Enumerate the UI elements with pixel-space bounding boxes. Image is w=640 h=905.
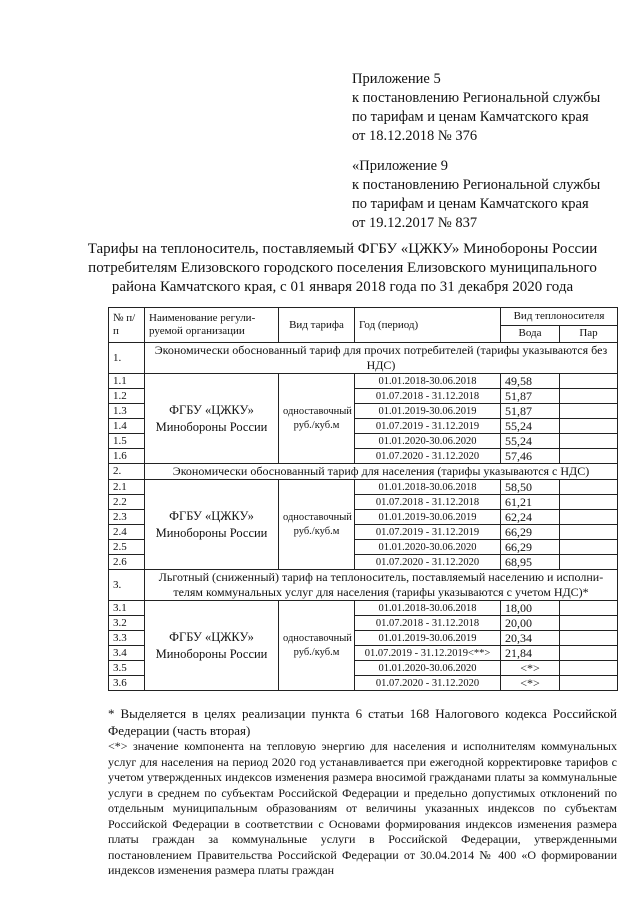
footnote-vat: * Выделяется в целях реализации пункта 6 статьи 168 Налогового кодекса Российской Федерации (часть вторая): [108, 706, 617, 738]
row-period: 01.01.2020-30.06.2020: [355, 661, 501, 676]
appendix-header: [352, 70, 600, 146]
header-line: Приложение 5: [352, 71, 441, 87]
section-row: [109, 570, 618, 601]
col-header-period: Год (период): [355, 308, 501, 343]
row-water: 57,46: [501, 449, 560, 464]
row-period: 01.01.2020-30.06.2020: [355, 434, 501, 449]
row-water: 51,87: [501, 404, 560, 419]
title-line: района Камчатского края, с 01 января 2018 года по 31 декабря 2020 года: [111, 279, 574, 295]
table-row: [109, 374, 618, 389]
row-steam: [560, 510, 618, 525]
row-water: <*>: [501, 676, 560, 691]
header-line: по тарифам и ценам Камчатского края: [352, 196, 589, 212]
row-water: 55,24: [501, 419, 560, 434]
row-period: 01.07.2018 - 31.12.2018: [355, 495, 501, 510]
row-period: 01.01.2018-30.06.2018: [355, 374, 501, 389]
tariff-kind: одноставочный руб./куб.м: [279, 480, 355, 570]
org-name: ФГБУ «ЦЖКУ» Минобороны России: [145, 374, 279, 464]
section-caption: Экономически обоснованный тариф для населения (тарифы указываются с НДС): [145, 464, 618, 480]
tariff-kind: одноставочный руб./куб.м: [279, 374, 355, 464]
row-water: 49,58: [501, 374, 560, 389]
header-line: «Приложение 9: [352, 158, 448, 174]
col-header-water: Вода: [501, 325, 560, 343]
row-num: 1.4: [109, 419, 145, 434]
row-period: 01.01.2019-30.06.2019: [355, 510, 501, 525]
row-steam: [560, 676, 618, 691]
title-line: потребителям Елизовского городского поселения Елизовского муниципального: [88, 260, 597, 276]
tariff-kind: одноставочный руб./куб.м: [279, 601, 355, 691]
row-steam: [560, 434, 618, 449]
table-row: [109, 601, 618, 616]
row-water: 55,24: [501, 434, 560, 449]
footnote-2020-component: <*> значение компонента на тепловую энергию для населения и исполнителям коммунальных услуг для населения на период 2020 год устанавливается при ежегодной корректировке тарифов с учетом утвержденных индексов изменения размера вносимой гражданами платы за коммунальные услуги в среднем по субъектам Российской Федерации и предельно допустимых отклонений по отдельным муниципальным образованиям от величины указанных индексов по субъектам Российской Федерации в соответствии с Основами формирования индексов изменения размера платы граждан за коммунальные услуги в Российской Федерации, утвержденными постановлением Правительства Российской Федерации от 30.04.2014 № 400 «О формировании индексов изменения размера платы граждан: [108, 739, 617, 877]
row-water: 68,95: [501, 555, 560, 570]
footnotes: [108, 705, 617, 879]
row-steam: [560, 495, 618, 510]
row-num: 2.1: [109, 480, 145, 495]
row-steam: [560, 555, 618, 570]
row-num: 3.5: [109, 661, 145, 676]
row-steam: [560, 480, 618, 495]
row-period: 01.07.2018 - 31.12.2018: [355, 389, 501, 404]
section-num: 3.: [109, 570, 145, 601]
row-num: 2.5: [109, 540, 145, 555]
col-header-carrier: Вид теплоносителя: [501, 308, 618, 326]
row-num: 2.6: [109, 555, 145, 570]
row-water: 21,84: [501, 646, 560, 661]
section-num: 2.: [109, 464, 145, 480]
section-caption: Льготный (сниженный) тариф на теплоноситель, поставляемый населению и исполни- телям коммунальных услуг для населения (тарифы указываются с учетом НДС)*: [145, 570, 618, 601]
row-num: 1.5: [109, 434, 145, 449]
row-water: 20,00: [501, 616, 560, 631]
row-period: 01.07.2019 - 31.12.2019<**>: [355, 646, 501, 661]
row-steam: [560, 540, 618, 555]
section-num: 1.: [109, 343, 145, 374]
org-name: ФГБУ «ЦЖКУ» Минобороны России: [145, 601, 279, 691]
row-steam: [560, 631, 618, 646]
row-num: 3.4: [109, 646, 145, 661]
row-steam: [560, 419, 618, 434]
row-period: 01.07.2020 - 31.12.2020: [355, 449, 501, 464]
table-row: [109, 480, 618, 495]
row-water: <*>: [501, 661, 560, 676]
row-num: 3.3: [109, 631, 145, 646]
row-period: 01.01.2019-30.06.2019: [355, 631, 501, 646]
title-line: Тарифы на теплоноситель, поставляемый ФГБУ «ЦЖКУ» Минобороны России: [87, 241, 598, 257]
row-steam: [560, 661, 618, 676]
row-water: 66,29: [501, 540, 560, 555]
row-steam: [560, 616, 618, 631]
row-num: 2.4: [109, 525, 145, 540]
row-water: 18,00: [501, 601, 560, 616]
header-line: от 18.12.2018 № 376: [352, 128, 478, 144]
row-steam: [560, 525, 618, 540]
col-header-steam: Пар: [560, 325, 618, 343]
row-period: 01.07.2018 - 31.12.2018: [355, 616, 501, 631]
row-period: 01.01.2019-30.06.2019: [355, 404, 501, 419]
row-num: 3.1: [109, 601, 145, 616]
header-line: к постановлению Региональной службы: [352, 90, 601, 106]
row-water: 58,50: [501, 480, 560, 495]
row-num: 1.3: [109, 404, 145, 419]
row-steam: [560, 449, 618, 464]
document-title: [70, 240, 615, 297]
row-steam: [560, 601, 618, 616]
col-header-org: Наименование регули- руемой организации: [145, 308, 279, 343]
row-period: 01.01.2020-30.06.2020: [355, 540, 501, 555]
row-num: 2.2: [109, 495, 145, 510]
row-water: 66,29: [501, 525, 560, 540]
row-num: 1.6: [109, 449, 145, 464]
tariff-table: [108, 307, 618, 691]
row-water: 20,34: [501, 631, 560, 646]
row-steam: [560, 389, 618, 404]
section-caption: Экономически обоснованный тариф для прочих потребителей (тарифы указываются без НДС): [145, 343, 618, 374]
row-num: 1.1: [109, 374, 145, 389]
row-period: 01.07.2019 - 31.12.2019: [355, 419, 501, 434]
row-period: 01.07.2020 - 31.12.2020: [355, 676, 501, 691]
row-num: 3.2: [109, 616, 145, 631]
row-water: 61,21: [501, 495, 560, 510]
row-period: 01.01.2018-30.06.2018: [355, 601, 501, 616]
row-period: 01.07.2020 - 31.12.2020: [355, 555, 501, 570]
row-period: 01.01.2018-30.06.2018: [355, 480, 501, 495]
row-water: 51,87: [501, 389, 560, 404]
header-line: от 19.12.2017 № 837: [352, 215, 478, 231]
row-steam: [560, 404, 618, 419]
row-water: 62,24: [501, 510, 560, 525]
section-row: [109, 464, 618, 480]
row-num: 3.6: [109, 676, 145, 691]
row-steam: [560, 646, 618, 661]
row-num: 1.2: [109, 389, 145, 404]
col-header-num: № п/п: [109, 308, 145, 343]
table-header-row: [109, 308, 618, 326]
header-line: к постановлению Региональной службы: [352, 177, 601, 193]
row-num: 2.3: [109, 510, 145, 525]
org-name: ФГБУ «ЦЖКУ» Минобороны России: [145, 480, 279, 570]
previous-appendix-header: [352, 157, 600, 233]
row-period: 01.07.2019 - 31.12.2019: [355, 525, 501, 540]
col-header-kind: Вид тарифа: [279, 308, 355, 343]
section-row: [109, 343, 618, 374]
header-line: по тарифам и ценам Камчатского края: [352, 109, 589, 125]
row-steam: [560, 374, 618, 389]
